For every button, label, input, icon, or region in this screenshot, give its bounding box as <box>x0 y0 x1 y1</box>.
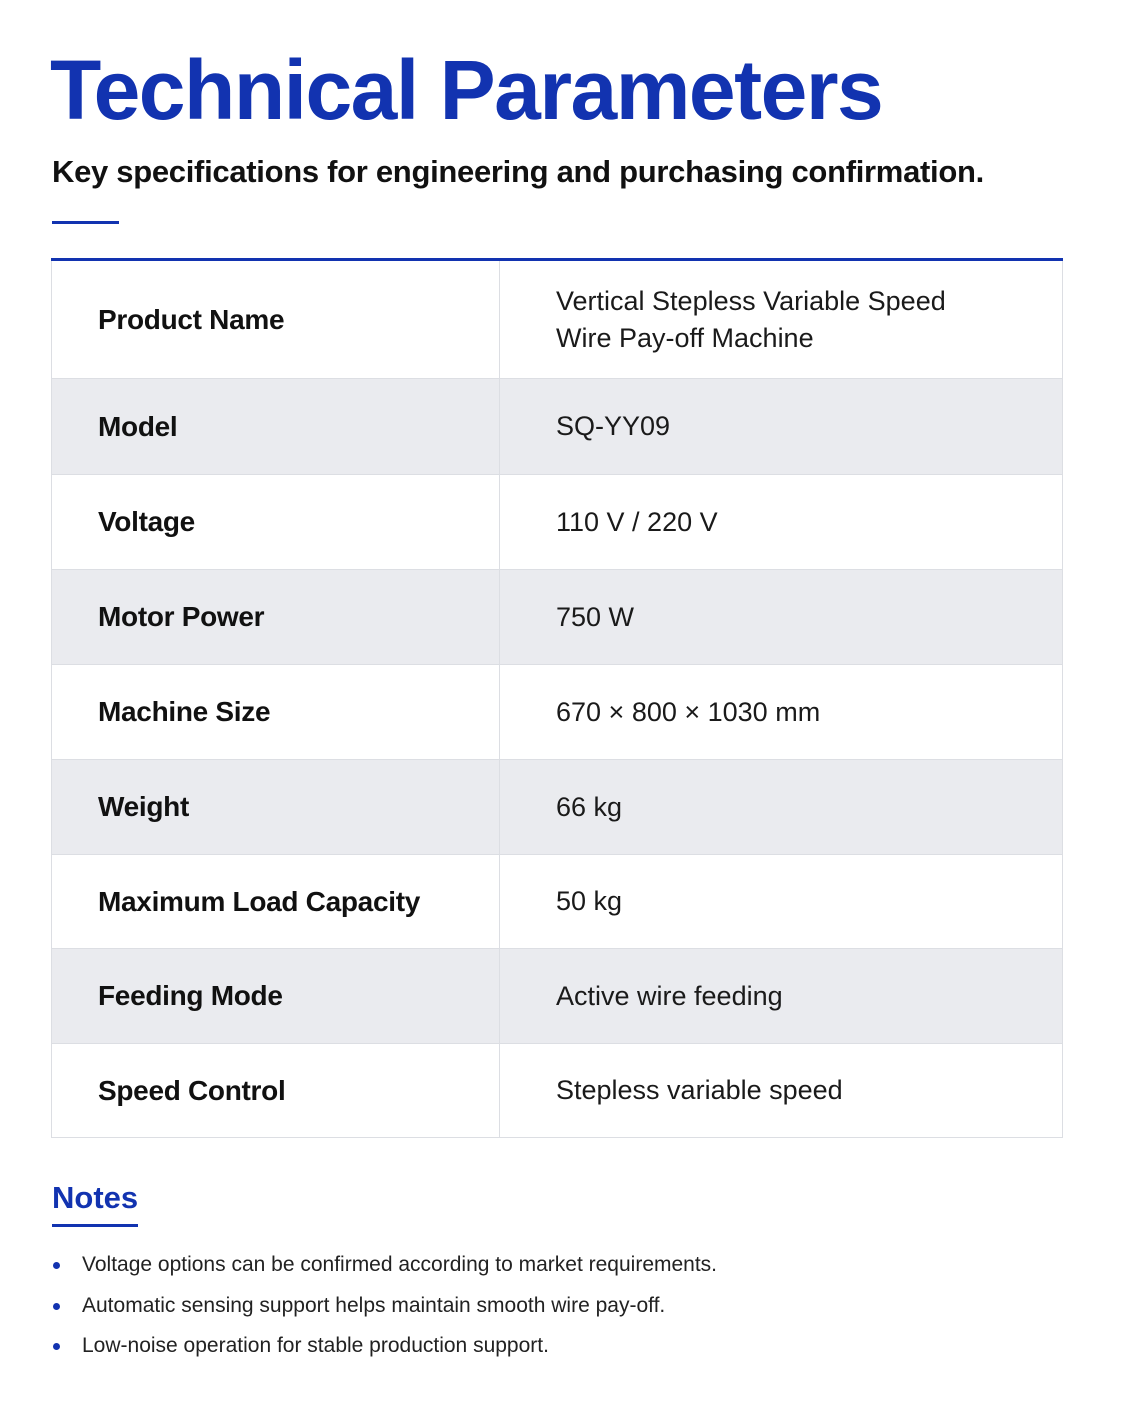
spec-value-line: Wire Pay-off Machine <box>556 322 814 353</box>
spec-label: Motor Power <box>52 570 500 665</box>
spec-value: Stepless variable speed <box>500 1044 1063 1138</box>
spec-value: 110 V / 220 V <box>500 475 1063 570</box>
table-row <box>52 855 1063 949</box>
spec-label: Feeding Mode <box>52 949 500 1044</box>
spec-label: Voltage <box>52 475 500 570</box>
notes-list <box>52 1246 717 1368</box>
spec-value: SQ-YY09 <box>500 379 1063 475</box>
spec-label: Model <box>52 379 500 475</box>
spec-value: Active wire feeding <box>500 949 1063 1044</box>
spec-label: Product Name <box>52 260 500 379</box>
table-row <box>52 949 1063 1044</box>
spec-label: Maximum Load Capacity <box>52 855 500 949</box>
spec-value: 66 kg <box>500 760 1063 855</box>
note-text: Voltage options can be confirmed according to market requirements. <box>82 1253 718 1276</box>
note-text: Automatic sensing support helps maintain smooth wire pay-off. <box>82 1293 666 1317</box>
spec-label: Weight <box>52 760 500 855</box>
spec-label: Speed Control <box>52 1044 500 1138</box>
title-divider <box>52 221 119 224</box>
spec-value: 50 kg <box>500 855 1063 949</box>
spec-value: 750 W <box>500 570 1063 665</box>
table-row <box>52 1044 1063 1138</box>
table-row <box>52 760 1063 855</box>
bullet-icon <box>53 1303 60 1310</box>
table-row <box>52 260 1063 379</box>
spec-label: Machine Size <box>52 665 500 760</box>
table-row <box>52 665 1063 760</box>
table-row <box>52 475 1063 570</box>
spec-table <box>51 258 1063 1138</box>
bullet-icon <box>53 1343 60 1350</box>
list-item <box>52 1287 717 1328</box>
list-item <box>52 1246 717 1287</box>
bullet-icon <box>53 1262 60 1269</box>
spec-value-line: Vertical Stepless Variable Speed <box>556 285 946 316</box>
page-subtitle: Key specifications for engineering and purchasing confirmation. <box>52 154 984 189</box>
notes-divider <box>52 1224 138 1227</box>
notes-heading: Notes <box>52 1180 139 1215</box>
table-row <box>52 379 1063 475</box>
note-text: Low-noise operation for stable production support. <box>82 1334 549 1357</box>
spec-value: 670 × 800 × 1030 mm <box>500 665 1063 760</box>
list-item <box>52 1327 717 1368</box>
page-title: Technical Parameters <box>50 43 883 137</box>
spec-value <box>500 260 1063 379</box>
table-row <box>52 570 1063 665</box>
